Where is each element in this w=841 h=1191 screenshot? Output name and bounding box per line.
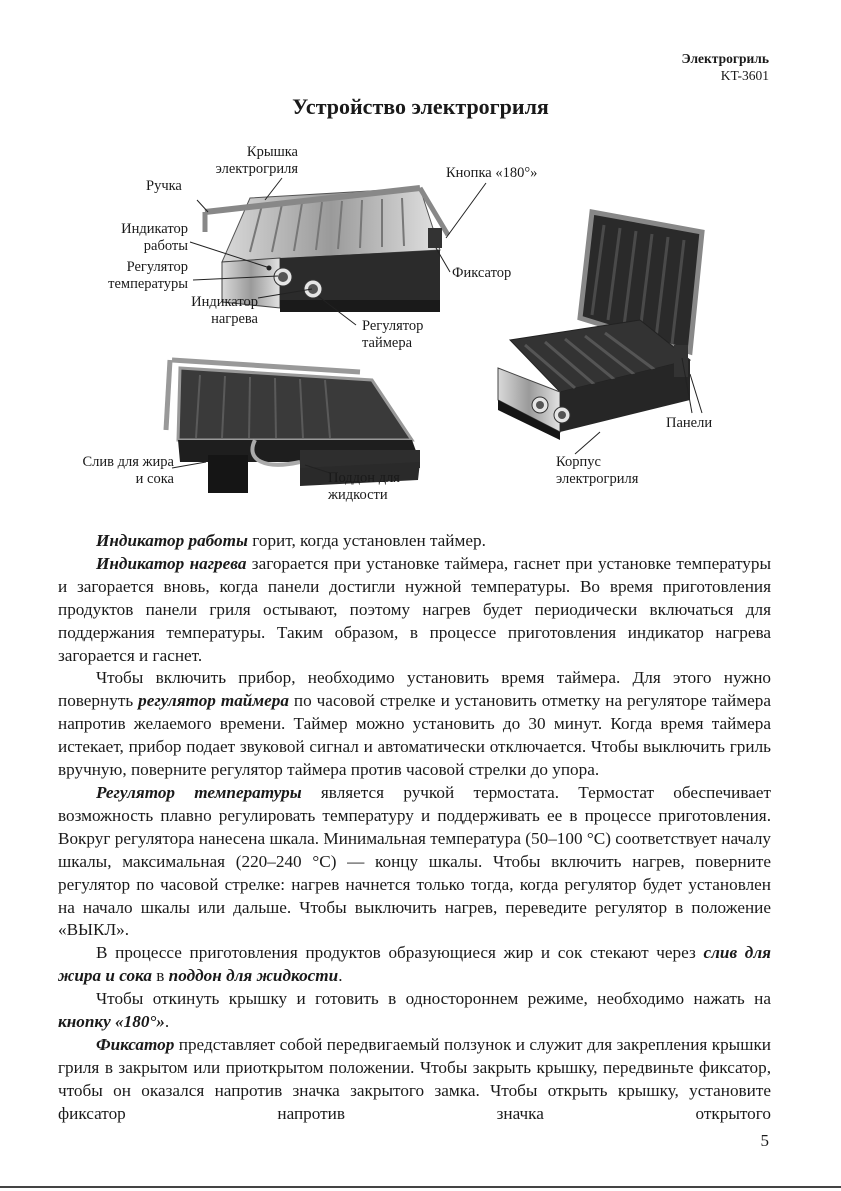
text-run: горит, когда установлен таймер. <box>247 531 486 550</box>
model-number: KT-3601 <box>720 68 769 83</box>
text-run: . <box>164 1012 170 1032</box>
term: слив для жира и сока <box>58 943 771 986</box>
label-timer-regulator: Регулятор таймера <box>362 318 424 351</box>
text-run: представляет собой передвигаемый ползунок и служит для закрепления крышки гриля в закрытом или приоткрытом положении. Чтобы закрыть крышку, передвиньте фиксатор, чтобы он оказался напротив значка закрытого замка. Чтобы открыть крышку, установите фиксатор напротив значка открытого <box>58 1034 771 1123</box>
paragraph <box>58 988 771 1034</box>
paragraph <box>58 530 771 553</box>
label-temperature-regulator: Регулятор температуры <box>108 259 188 292</box>
label-panels: Панели <box>666 415 713 431</box>
label-lid: Крышка электрогриля <box>215 144 298 177</box>
term: Фиксатор <box>96 1034 175 1054</box>
term: поддон для жидкости <box>168 966 339 986</box>
text-run: по часовой стрелке и установить отметку на регуляторе таймера напротив желаемого времени. Таймер можно установить до 30 минут. Когда время таймера истекает, прибор подает звуковой сигнал и автоматически отключается. Чтобы выключить гриль вручную, поверните регулятор таймера против часовой стрелки до упора. <box>58 691 771 780</box>
text-run: Чтобы откинуть крышку и готовить в одностороннем режиме, необходимо нажать на <box>96 989 771 1009</box>
paragraph <box>58 1034 771 1126</box>
term: регулятор таймера <box>138 691 289 711</box>
product-name: Электрогриль <box>681 51 769 66</box>
label-power-indicator: Индикатор работы <box>121 221 188 254</box>
label-heat-indicator: Индикатор нагрева <box>191 294 258 327</box>
text-run: является ручкой термостата. Термостат обеспечивает возможность плавно регулировать температуру и поддерживать ее в процессе приготовления. Вокруг регулятора нанесена шкала. Минимальная температура (50–100 °C) соответствует началу шкалы, максимальная (220–240 °C) — концу шкалы. Чтобы включить нагрев, поверните регулятор по часовой стрелке: нагрев начнется только тогда, когда регулятор будет установлен на начало шкалы или дальше. Чтобы выключить нагрев, переведите регулятор в положение «ВЫКЛ». <box>58 782 771 940</box>
text-run: в <box>151 966 169 986</box>
term: Регулятор температуры <box>96 782 302 802</box>
body-text <box>58 530 771 1126</box>
term: кнопку «180°» <box>58 1012 165 1032</box>
paragraph <box>58 667 771 782</box>
bottom-rule <box>0 1186 841 1188</box>
text-run: В процессе приготовления продуктов образующиеся жир и сок стекают через <box>96 943 704 963</box>
label-drip-tray: Поддон для жидкости <box>328 470 400 503</box>
text-run: загорается при установке таймера, гаснет при установке температуры и загорается вновь, когда панели достигли нужной температуры. Во время приготовления продуктов панели гриля остывают, поэтому нагрев будет периодически включаться для поддержания температуры. Таким образом, в процессе приготовления индикатор нагрева загорается и гаснет. <box>58 553 772 665</box>
page-number: 5 <box>760 1131 769 1150</box>
grill-open-image <box>498 212 702 440</box>
term: Индикатор работы <box>96 531 248 550</box>
page-title: Устройство электрогриля <box>292 94 549 119</box>
term: Индикатор нагрева <box>96 553 247 573</box>
text-run: . <box>338 966 343 986</box>
label-latch: Фиксатор <box>452 265 512 281</box>
label-handle: Ручка <box>146 178 182 194</box>
paragraph <box>58 942 771 988</box>
text-run: Чтобы включить прибор, необходимо установить время таймера. Для этого нужно повернуть <box>58 668 771 711</box>
label-button-180: Кнопка «180°» <box>446 165 538 181</box>
label-body: Корпус электрогриля <box>556 454 639 487</box>
paragraph <box>58 553 771 668</box>
label-drain: Слив для жира и сока <box>82 454 174 487</box>
paragraph <box>58 782 771 942</box>
